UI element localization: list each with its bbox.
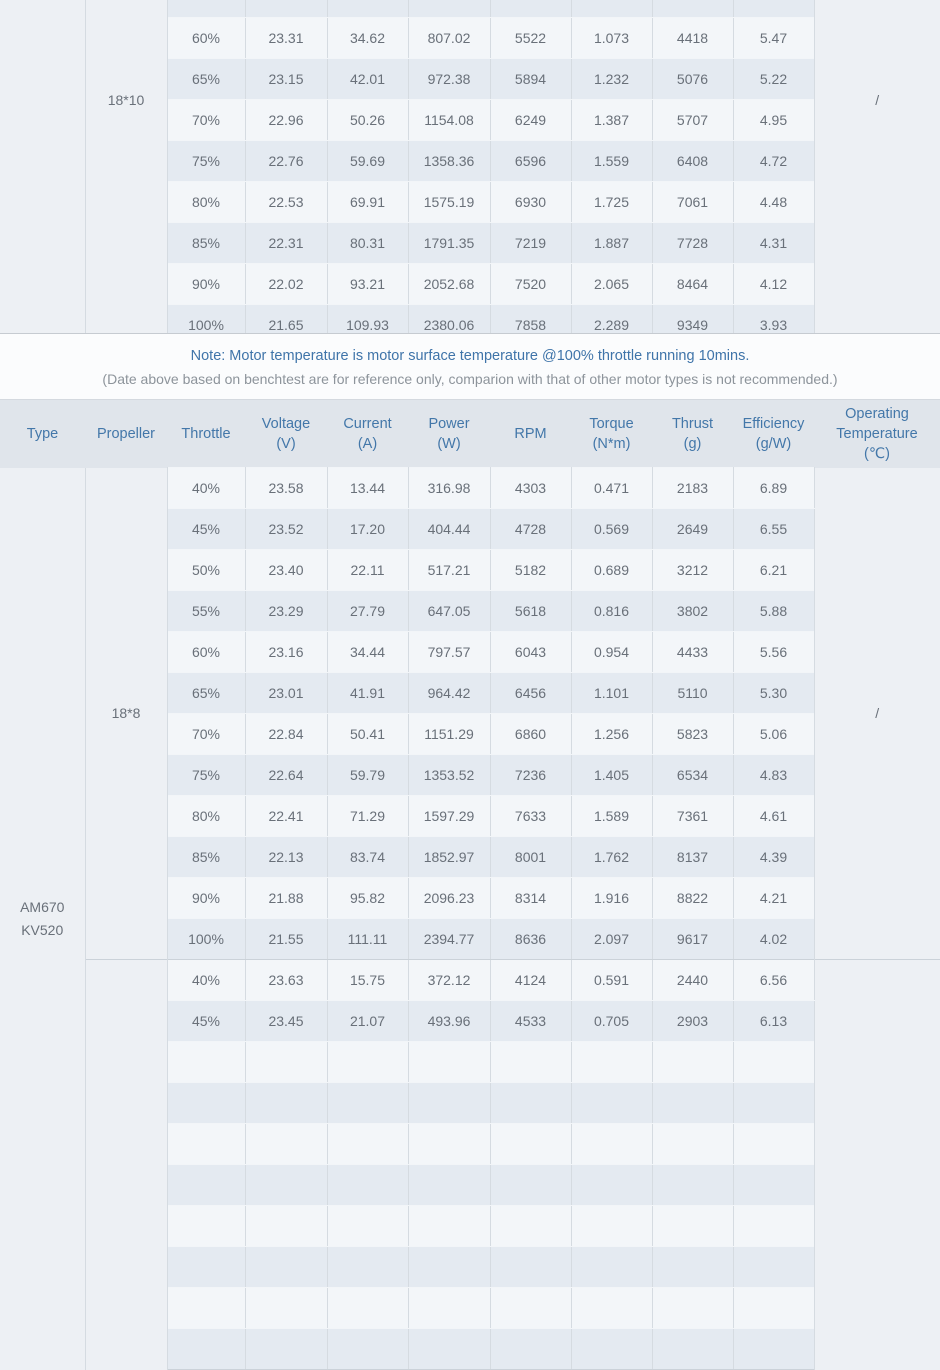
cell-throttle (167, 1042, 245, 1083)
cell-power (408, 1083, 490, 1124)
cell-torque (571, 0, 652, 18)
cell-torque: 0.591 (571, 960, 652, 1001)
cell-throttle: 50% (167, 550, 245, 591)
cell-rpm: 7219 (490, 223, 571, 264)
cell-voltage (245, 1329, 327, 1370)
cell-power: 1358.36 (408, 141, 490, 182)
cell-voltage: 23.16 (245, 632, 327, 673)
cell-throttle: 75% (167, 755, 245, 796)
cell-rpm: 6596 (490, 141, 571, 182)
column-header-power: Power (W) (408, 400, 490, 468)
cell-thrust: 6408 (652, 141, 733, 182)
cell-power: 372.12 (408, 960, 490, 1001)
cell-power: 972.38 (408, 59, 490, 100)
cell-torque: 1.916 (571, 878, 652, 919)
cell-thrust (652, 1083, 733, 1124)
cell-power: 1575.19 (408, 182, 490, 223)
propeller-cell (85, 960, 167, 1370)
column-header-thrust: Thrust (g) (652, 400, 733, 468)
cell-rpm: 8314 (490, 878, 571, 919)
cell-current (327, 1124, 408, 1165)
cell-power (408, 1206, 490, 1247)
cell-rpm (490, 1124, 571, 1165)
cell-power: 1353.52 (408, 755, 490, 796)
cell-efficiency: 4.39 (733, 837, 814, 878)
cell-thrust: 8822 (652, 878, 733, 919)
cell-thrust (652, 1247, 733, 1288)
cell-voltage: 22.53 (245, 182, 327, 223)
cell-power (408, 1329, 490, 1370)
cell-current: 42.01 (327, 59, 408, 100)
cell-thrust: 2440 (652, 960, 733, 1001)
cell-voltage (245, 0, 327, 18)
cell-voltage: 21.55 (245, 919, 327, 960)
cell-current: 22.11 (327, 550, 408, 591)
cell-rpm: 6860 (490, 714, 571, 755)
cell-thrust: 6534 (652, 755, 733, 796)
cell-throttle (167, 0, 245, 18)
cell-rpm: 4303 (490, 468, 571, 509)
cell-current: 34.44 (327, 632, 408, 673)
cell-throttle: 85% (167, 223, 245, 264)
main-table-body (0, 468, 940, 1370)
cell-efficiency: 4.61 (733, 796, 814, 837)
cell-current: 111.11 (327, 919, 408, 960)
cell-current: 21.07 (327, 1001, 408, 1042)
cell-torque (571, 1288, 652, 1329)
cell-torque (571, 1083, 652, 1124)
cell-power: 2096.23 (408, 878, 490, 919)
cell-throttle (167, 1124, 245, 1165)
cell-efficiency (733, 1329, 814, 1370)
type-cell: AM670 KV520 (0, 468, 85, 1370)
cell-thrust: 9349 (652, 305, 733, 335)
cell-power: 797.57 (408, 632, 490, 673)
table-row (0, 468, 940, 509)
cell-efficiency: 3.93 (733, 305, 814, 335)
cell-thrust: 5076 (652, 59, 733, 100)
cell-thrust: 8464 (652, 264, 733, 305)
cell-rpm (490, 1165, 571, 1206)
cell-torque: 0.816 (571, 591, 652, 632)
cell-rpm (490, 1288, 571, 1329)
cell-voltage (245, 1206, 327, 1247)
cell-current (327, 1042, 408, 1083)
cell-efficiency: 6.89 (733, 468, 814, 509)
cell-torque (571, 1165, 652, 1206)
cell-rpm (490, 1206, 571, 1247)
cell-power (408, 1288, 490, 1329)
cell-efficiency: 4.83 (733, 755, 814, 796)
column-header-rpm: RPM (490, 400, 571, 468)
cell-thrust (652, 1165, 733, 1206)
operating-temperature-cell: / (814, 468, 940, 960)
cell-thrust (652, 0, 733, 18)
cell-rpm (490, 1042, 571, 1083)
cell-torque: 2.065 (571, 264, 652, 305)
cell-voltage: 22.41 (245, 796, 327, 837)
cell-current: 15.75 (327, 960, 408, 1001)
cell-power: 2380.06 (408, 305, 490, 335)
cell-rpm: 8636 (490, 919, 571, 960)
cell-rpm: 5894 (490, 59, 571, 100)
cell-throttle: 70% (167, 100, 245, 141)
cell-efficiency (733, 0, 814, 18)
cell-efficiency (733, 1165, 814, 1206)
cell-current: 109.93 (327, 305, 408, 335)
cell-current: 17.20 (327, 509, 408, 550)
cell-torque (571, 1247, 652, 1288)
cell-voltage: 22.31 (245, 223, 327, 264)
cell-current: 34.62 (327, 18, 408, 59)
spec-table-top (0, 0, 940, 334)
cell-thrust: 5707 (652, 100, 733, 141)
cell-throttle: 45% (167, 509, 245, 550)
cell-voltage: 23.63 (245, 960, 327, 1001)
cell-rpm: 4533 (490, 1001, 571, 1042)
cell-throttle: 80% (167, 182, 245, 223)
cell-torque: 0.689 (571, 550, 652, 591)
cell-power: 964.42 (408, 673, 490, 714)
cell-torque: 0.471 (571, 468, 652, 509)
column-header-efficiency: Efficiency (g/W) (733, 400, 814, 468)
cell-current (327, 1247, 408, 1288)
cell-efficiency: 4.72 (733, 141, 814, 182)
cell-torque: 1.101 (571, 673, 652, 714)
cell-rpm: 5618 (490, 591, 571, 632)
cell-rpm: 6456 (490, 673, 571, 714)
cell-efficiency: 6.13 (733, 1001, 814, 1042)
cell-throttle: 90% (167, 264, 245, 305)
cell-current: 59.69 (327, 141, 408, 182)
cell-thrust: 4433 (652, 632, 733, 673)
spec-table-main (0, 400, 940, 1370)
cell-efficiency: 5.06 (733, 714, 814, 755)
cell-thrust (652, 1206, 733, 1247)
cell-efficiency (733, 1288, 814, 1329)
cell-torque: 1.073 (571, 18, 652, 59)
cell-power: 316.98 (408, 468, 490, 509)
cell-rpm: 4124 (490, 960, 571, 1001)
column-header-operating-temperature: Operating Temperature (℃) (814, 400, 940, 468)
cell-throttle (167, 1247, 245, 1288)
column-header-type: Type (0, 400, 85, 468)
cell-efficiency (733, 1124, 814, 1165)
cell-voltage (245, 1124, 327, 1165)
note-band (0, 334, 940, 400)
cell-rpm: 7520 (490, 264, 571, 305)
cell-current: 41.91 (327, 673, 408, 714)
cell-torque: 1.725 (571, 182, 652, 223)
operating-temperature-cell (814, 960, 940, 1370)
cell-current (327, 1329, 408, 1370)
cell-voltage: 23.45 (245, 1001, 327, 1042)
cell-efficiency: 5.30 (733, 673, 814, 714)
cell-power: 807.02 (408, 18, 490, 59)
cell-voltage (245, 1083, 327, 1124)
cell-rpm: 6043 (490, 632, 571, 673)
cell-power: 2394.77 (408, 919, 490, 960)
cell-power: 517.21 (408, 550, 490, 591)
cell-efficiency (733, 1247, 814, 1288)
cell-torque: 1.762 (571, 837, 652, 878)
cell-current (327, 1288, 408, 1329)
note-text: Note: Motor temperature is motor surface temperature @100% throttle running 10mins. (190, 348, 750, 364)
cell-efficiency: 4.31 (733, 223, 814, 264)
cell-thrust (652, 1124, 733, 1165)
cell-throttle: 70% (167, 714, 245, 755)
cell-torque: 1.887 (571, 223, 652, 264)
cell-torque (571, 1206, 652, 1247)
cell-voltage (245, 1247, 327, 1288)
cell-current (327, 1165, 408, 1206)
cell-voltage: 21.88 (245, 878, 327, 919)
cell-power: 1597.29 (408, 796, 490, 837)
cell-rpm (490, 0, 571, 18)
cell-rpm: 7633 (490, 796, 571, 837)
cell-thrust: 2903 (652, 1001, 733, 1042)
cell-throttle (167, 1165, 245, 1206)
cell-throttle: 65% (167, 59, 245, 100)
cell-rpm (490, 1247, 571, 1288)
cell-throttle: 60% (167, 18, 245, 59)
type-cell (0, 0, 85, 334)
cell-voltage: 22.76 (245, 141, 327, 182)
cell-thrust (652, 1288, 733, 1329)
cell-torque: 1.387 (571, 100, 652, 141)
cell-throttle: 60% (167, 632, 245, 673)
cell-throttle (167, 1083, 245, 1124)
cell-voltage: 21.65 (245, 305, 327, 335)
cell-efficiency: 4.48 (733, 182, 814, 223)
cell-voltage: 22.84 (245, 714, 327, 755)
top-table-body (0, 0, 940, 334)
note-subtext: (Date above based on benchtest are for reference only, comparion with that of other motor types is not recommended.) (102, 371, 838, 387)
cell-power: 404.44 (408, 509, 490, 550)
cell-torque: 2.289 (571, 305, 652, 335)
cell-efficiency: 4.21 (733, 878, 814, 919)
cell-current (327, 0, 408, 18)
cell-power: 1791.35 (408, 223, 490, 264)
cell-efficiency: 5.22 (733, 59, 814, 100)
cell-power (408, 1247, 490, 1288)
cell-current: 80.31 (327, 223, 408, 264)
cell-rpm: 6930 (490, 182, 571, 223)
cell-current: 27.79 (327, 591, 408, 632)
cell-torque: 0.954 (571, 632, 652, 673)
cell-voltage: 23.52 (245, 509, 327, 550)
cell-throttle: 100% (167, 305, 245, 335)
cell-rpm: 4728 (490, 509, 571, 550)
cell-voltage: 23.58 (245, 468, 327, 509)
cell-power: 493.96 (408, 1001, 490, 1042)
cell-efficiency: 4.95 (733, 100, 814, 141)
cell-torque: 2.097 (571, 919, 652, 960)
cell-voltage: 22.02 (245, 264, 327, 305)
cell-torque: 1.405 (571, 755, 652, 796)
cell-current: 59.79 (327, 755, 408, 796)
cell-torque: 0.705 (571, 1001, 652, 1042)
table-row (0, 960, 940, 1001)
column-header-current: Current (A) (327, 400, 408, 468)
cell-throttle: 40% (167, 468, 245, 509)
cell-power (408, 0, 490, 18)
cell-throttle: 80% (167, 796, 245, 837)
cell-power (408, 1165, 490, 1206)
cell-thrust: 5110 (652, 673, 733, 714)
cell-rpm: 7236 (490, 755, 571, 796)
cell-rpm (490, 1083, 571, 1124)
cell-current: 69.91 (327, 182, 408, 223)
cell-voltage (245, 1288, 327, 1329)
cell-voltage: 23.29 (245, 591, 327, 632)
cell-rpm (490, 1329, 571, 1370)
cell-torque (571, 1042, 652, 1083)
cell-torque: 1.256 (571, 714, 652, 755)
cell-current: 93.21 (327, 264, 408, 305)
cell-thrust (652, 1042, 733, 1083)
cell-rpm: 5522 (490, 18, 571, 59)
cell-voltage: 22.64 (245, 755, 327, 796)
cell-efficiency (733, 1042, 814, 1083)
cell-current (327, 1206, 408, 1247)
cell-voltage: 23.31 (245, 18, 327, 59)
cell-current: 50.41 (327, 714, 408, 755)
cell-power (408, 1042, 490, 1083)
cell-thrust: 2183 (652, 468, 733, 509)
operating-temperature-cell: / (814, 0, 940, 334)
cell-thrust: 3802 (652, 591, 733, 632)
cell-thrust: 7361 (652, 796, 733, 837)
cell-voltage: 22.96 (245, 100, 327, 141)
cell-voltage: 23.01 (245, 673, 327, 714)
cell-rpm: 7858 (490, 305, 571, 335)
cell-thrust: 8137 (652, 837, 733, 878)
cell-throttle: 75% (167, 141, 245, 182)
cell-throttle (167, 1288, 245, 1329)
cell-rpm: 6249 (490, 100, 571, 141)
cell-torque (571, 1329, 652, 1370)
cell-power: 2052.68 (408, 264, 490, 305)
cell-power: 1154.08 (408, 100, 490, 141)
cell-throttle (167, 1329, 245, 1370)
cell-thrust: 5823 (652, 714, 733, 755)
cell-efficiency: 6.55 (733, 509, 814, 550)
cell-efficiency: 5.56 (733, 632, 814, 673)
cell-thrust: 2649 (652, 509, 733, 550)
cell-thrust: 7728 (652, 223, 733, 264)
cell-thrust: 7061 (652, 182, 733, 223)
spec-table-top-viewport (0, 0, 940, 334)
cell-voltage: 23.15 (245, 59, 327, 100)
cell-throttle: 45% (167, 1001, 245, 1042)
cell-power: 647.05 (408, 591, 490, 632)
cell-efficiency: 6.56 (733, 960, 814, 1001)
cell-rpm: 5182 (490, 550, 571, 591)
cell-efficiency: 5.47 (733, 18, 814, 59)
cell-throttle: 100% (167, 919, 245, 960)
cell-current: 13.44 (327, 468, 408, 509)
cell-rpm: 8001 (490, 837, 571, 878)
cell-current: 83.74 (327, 837, 408, 878)
header-row (0, 400, 940, 468)
propeller-cell: 18*10 (85, 0, 167, 334)
propeller-cell: 18*8 (85, 468, 167, 960)
cell-thrust: 4418 (652, 18, 733, 59)
cell-efficiency: 4.12 (733, 264, 814, 305)
cell-throttle: 65% (167, 673, 245, 714)
cell-throttle: 55% (167, 591, 245, 632)
cell-efficiency (733, 1083, 814, 1124)
cell-current: 95.82 (327, 878, 408, 919)
cell-thrust (652, 1329, 733, 1370)
cell-current (327, 1083, 408, 1124)
cell-voltage: 22.13 (245, 837, 327, 878)
cell-power (408, 1124, 490, 1165)
cell-torque: 1.559 (571, 141, 652, 182)
cell-current: 71.29 (327, 796, 408, 837)
cell-throttle: 90% (167, 878, 245, 919)
cell-torque: 0.569 (571, 509, 652, 550)
cell-efficiency (733, 1206, 814, 1247)
cell-throttle (167, 1206, 245, 1247)
cell-throttle: 40% (167, 960, 245, 1001)
cell-thrust: 3212 (652, 550, 733, 591)
cell-thrust: 9617 (652, 919, 733, 960)
cell-torque: 1.589 (571, 796, 652, 837)
column-header-propeller: Propeller (85, 400, 167, 468)
cell-throttle: 85% (167, 837, 245, 878)
cell-efficiency: 5.88 (733, 591, 814, 632)
cell-power: 1852.97 (408, 837, 490, 878)
cell-voltage (245, 1042, 327, 1083)
cell-torque (571, 1124, 652, 1165)
column-header-voltage: Voltage (V) (245, 400, 327, 468)
cell-power: 1151.29 (408, 714, 490, 755)
cell-voltage (245, 1165, 327, 1206)
column-header-torque: Torque (N*m) (571, 400, 652, 468)
column-header-throttle: Throttle (167, 400, 245, 468)
cell-efficiency: 4.02 (733, 919, 814, 960)
cell-efficiency: 6.21 (733, 550, 814, 591)
cell-voltage: 23.40 (245, 550, 327, 591)
cell-torque: 1.232 (571, 59, 652, 100)
cell-current: 50.26 (327, 100, 408, 141)
